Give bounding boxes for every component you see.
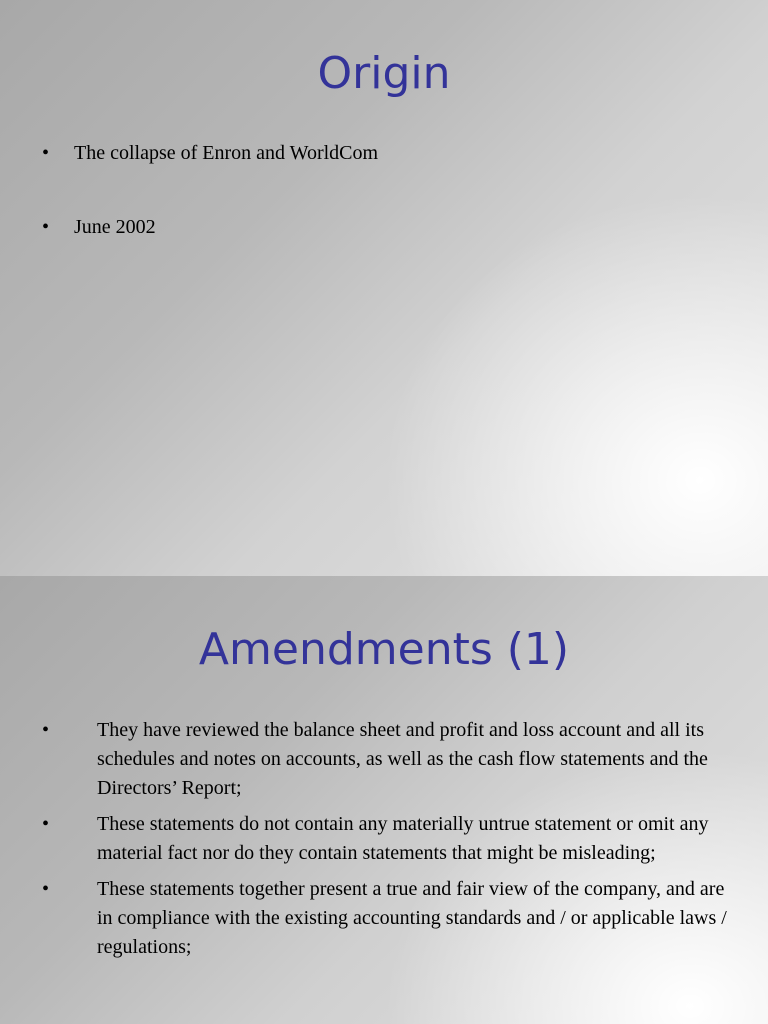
bullet-icon: • — [42, 719, 50, 741]
bullet-icon: • — [42, 878, 50, 900]
bullet-list — [42, 140, 722, 288]
list-item — [42, 875, 732, 962]
bullet-icon: • — [42, 216, 50, 238]
bullet-text: June 2002 — [74, 216, 156, 238]
list-item — [42, 140, 722, 166]
list-item — [42, 214, 722, 240]
slide-title: Origin — [317, 48, 451, 99]
bullet-list — [42, 716, 732, 969]
list-item — [42, 716, 732, 803]
bullet-text: They have reviewed the balance sheet and profit and loss account and all its schedules and notes on accounts, as well as the cash flow statements and the Directors’ Report; — [97, 719, 708, 799]
bullet-text: The collapse of Enron and WorldCom — [74, 142, 379, 164]
slide-title: Amendments (1) — [198, 624, 570, 675]
bullet-icon: • — [42, 142, 50, 164]
bullet-text: These statements together present a true and fair view of the company, and are in compliance with the existing accounting standards and / or applicable laws / regulations; — [97, 878, 727, 958]
list-item — [42, 810, 732, 868]
slide-amendments — [0, 576, 768, 1024]
bullet-text: These statements do not contain any materially untrue statement or omit any material fact nor do they contain statements that might be misleading; — [97, 813, 709, 864]
bullet-icon: • — [42, 813, 50, 835]
